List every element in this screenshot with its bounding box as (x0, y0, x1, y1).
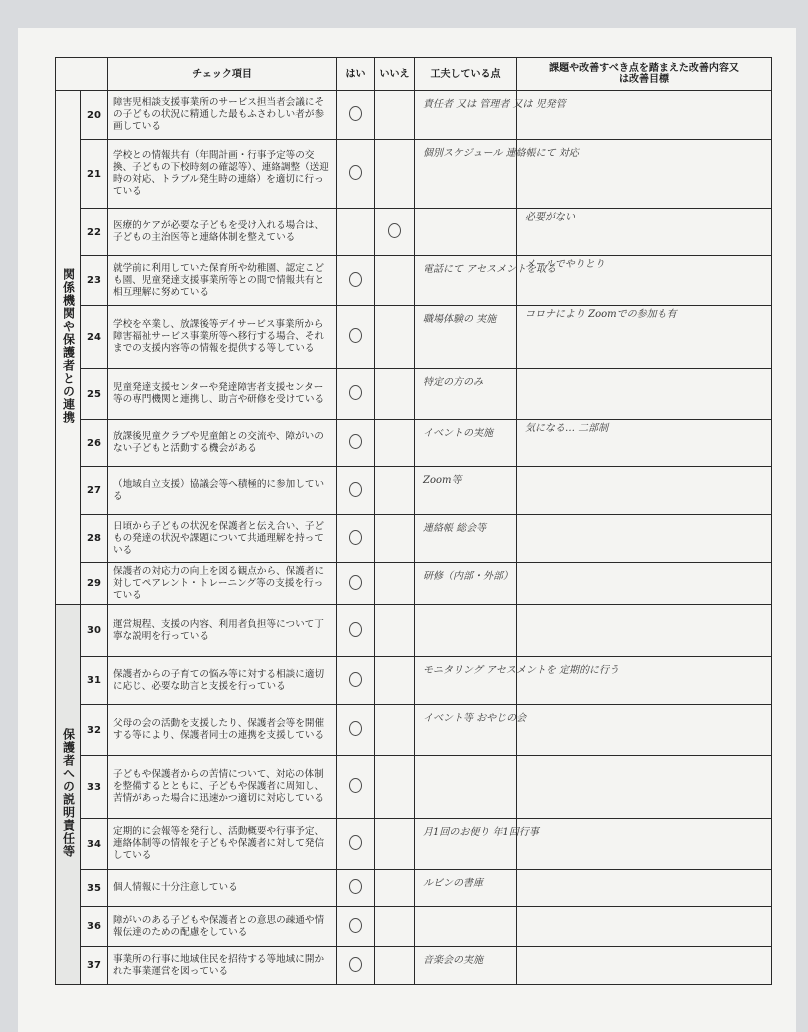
effort-handwritten: 音楽会の実施 (415, 947, 517, 985)
table-row (56, 140, 772, 209)
table-row (56, 819, 772, 870)
improve-handwritten (517, 870, 772, 907)
yes-cell (337, 209, 375, 256)
no-cell (375, 515, 415, 563)
row-number: 22 (81, 209, 108, 256)
improve-handwritten (517, 467, 772, 515)
table-row (56, 657, 772, 705)
table-row (56, 369, 772, 420)
check-item-text: 放課後児童クラブや児童館との交流や、障がいのない子どもと活動する機会がある (108, 420, 337, 467)
row-number: 28 (81, 515, 108, 563)
table-row (56, 467, 772, 515)
effort-handwritten: 責任者 又は 管理者 又は 児発管 (415, 91, 517, 140)
circle-mark-icon (349, 879, 362, 894)
yes-cell (337, 467, 375, 515)
table-row (56, 306, 772, 369)
table-row (56, 563, 772, 605)
circle-mark-icon (349, 957, 362, 972)
table-row (56, 870, 772, 907)
effort-handwritten: 研修（内部・外部） (415, 563, 517, 605)
row-number: 21 (81, 140, 108, 209)
header-check-item: チェック項目 (108, 58, 337, 91)
row-number: 25 (81, 369, 108, 420)
improve-handwritten (517, 563, 772, 605)
header-effort: 工夫している点 (415, 58, 517, 91)
section-label-text: 保護者への説明責任等 (61, 727, 76, 858)
no-cell (375, 369, 415, 420)
improve-handwritten: 気になる… 二部制 (517, 420, 772, 467)
row-number: 34 (81, 819, 108, 870)
self-evaluation-table (55, 57, 772, 985)
circle-mark-icon (349, 434, 362, 449)
yes-cell (337, 756, 375, 819)
yes-cell (337, 140, 375, 209)
improve-handwritten (517, 657, 772, 705)
circle-mark-icon (349, 530, 362, 545)
yes-cell (337, 870, 375, 907)
header-improve: 課題や改善すべき点を踏まえた改善内容又は改善目標 (517, 58, 772, 91)
circle-mark-icon (349, 482, 362, 497)
check-item-text: 個人情報に十分注意している (108, 870, 337, 907)
check-item-text: 父母の会の活動を支援したり、保護者会等を開催する等により、保護者同士の連携を支援している (108, 705, 337, 756)
no-cell (375, 705, 415, 756)
row-number: 36 (81, 907, 108, 947)
improve-handwritten (517, 947, 772, 985)
row-number: 37 (81, 947, 108, 985)
improve-handwritten: コロナにより Zoomでの参加も有 (517, 306, 772, 369)
no-cell (375, 756, 415, 819)
improve-handwritten (517, 907, 772, 947)
circle-mark-icon (349, 672, 362, 687)
effort-handwritten (415, 605, 517, 657)
no-cell (375, 563, 415, 605)
improve-handwritten (517, 605, 772, 657)
check-item-text: 学校を卒業し、放課後等デイサービス事業所から障害福祉サービス事業所等へ移行する場合、それまでの支援内容等の情報を提供する等している (108, 306, 337, 369)
effort-handwritten: 電話にて アセスメントを取る (415, 256, 517, 306)
improve-handwritten: 必要がない (517, 209, 772, 256)
row-number: 23 (81, 256, 108, 306)
effort-handwritten: 職場体験の 実施 (415, 306, 517, 369)
circle-mark-icon (349, 385, 362, 400)
check-item-text: 事業所の行事に地域住民を招待する等地域に開かれた事業運営を図っている (108, 947, 337, 985)
check-item-text: 運営規程、支援の内容、利用者負担等について丁寧な説明を行っている (108, 605, 337, 657)
yes-cell (337, 91, 375, 140)
check-item-text: 子どもや保護者からの苦情について、対応の体制を整備するとともに、子どもや保護者に周知し、苦情があった場合に迅速かつ適切に対応している (108, 756, 337, 819)
check-item-text: 児童発達支援センターや発達障害者支援センター等の専門機関と連携し、助言や研修を受けている (108, 369, 337, 420)
circle-mark-icon (349, 918, 362, 933)
circle-mark-icon (349, 721, 362, 736)
improve-handwritten: メールでやりとり (517, 256, 772, 306)
no-cell (375, 467, 415, 515)
circle-mark-icon (349, 778, 362, 793)
circle-mark-icon (388, 223, 401, 238)
check-item-text: 就学前に利用していた保育所や幼稚園、認定こども園、児童発達支援事業所等との間で情報共有と相互理解に努めている (108, 256, 337, 306)
yes-cell (337, 369, 375, 420)
no-cell (375, 91, 415, 140)
circle-mark-icon (349, 575, 362, 590)
check-item-text: 保護者からの子育ての悩み等に対する相談に適切に応じ、必要な助言と支援を行っている (108, 657, 337, 705)
check-item-text: （地域自立支援）協議会等へ積極的に参加している (108, 467, 337, 515)
circle-mark-icon (349, 622, 362, 637)
effort-handwritten: イベントの実施 (415, 420, 517, 467)
effort-handwritten (415, 907, 517, 947)
check-item-text: 障害児相談支援事業所のサービス担当者会議にその子どもの状況に精通した最もふさわしい者が参画している (108, 91, 337, 140)
yes-cell (337, 605, 375, 657)
no-cell (375, 306, 415, 369)
yes-cell (337, 657, 375, 705)
check-item-text: 医療的ケアが必要な子どもを受け入れる場合は、子どもの主治医等と連絡体制を整えている (108, 209, 337, 256)
yes-cell (337, 563, 375, 605)
yes-cell (337, 420, 375, 467)
table-row (56, 91, 772, 140)
effort-handwritten: Zoom等 (415, 467, 517, 515)
table-row (56, 515, 772, 563)
yes-cell (337, 515, 375, 563)
row-number: 33 (81, 756, 108, 819)
section-label-text: 関係機関や保護者との連携 (61, 267, 76, 424)
circle-mark-icon (349, 272, 362, 287)
row-number: 29 (81, 563, 108, 605)
circle-mark-icon (349, 106, 362, 121)
header-row (56, 58, 772, 91)
section-label (56, 605, 81, 985)
improve-handwritten (517, 369, 772, 420)
row-number: 27 (81, 467, 108, 515)
no-cell (375, 256, 415, 306)
effort-handwritten: モニタリング アセスメントを 定期的に行う (415, 657, 517, 705)
table-row (56, 705, 772, 756)
row-number: 26 (81, 420, 108, 467)
row-number: 35 (81, 870, 108, 907)
table-row (56, 420, 772, 467)
effort-handwritten: イベント等 おやじの会 (415, 705, 517, 756)
no-cell (375, 140, 415, 209)
row-number: 31 (81, 657, 108, 705)
table-row (56, 605, 772, 657)
effort-handwritten: 月1回のお便り 年1回行事 (415, 819, 517, 870)
yes-cell (337, 907, 375, 947)
improve-handwritten (517, 515, 772, 563)
effort-handwritten (415, 756, 517, 819)
row-number: 20 (81, 91, 108, 140)
row-number: 30 (81, 605, 108, 657)
check-item-text: 定期的に会報等を発行し、活動概要や行事予定、連絡体制等の情報を子どもや保護者に対して発信している (108, 819, 337, 870)
no-cell (375, 819, 415, 870)
check-item-text: 保護者の対応力の向上を図る観点から、保護者に対してペアレント・トレーニング等の支援を行っている (108, 563, 337, 605)
improve-handwritten (517, 705, 772, 756)
check-item-text: 学校との情報共有（年間計画・行事予定等の交換、子どもの下校時刻の確認等）、連絡調整（送迎時の対応、トラブル発生時の連絡）を適切に行っている (108, 140, 337, 209)
table-row (56, 209, 772, 256)
no-cell (375, 947, 415, 985)
circle-mark-icon (349, 165, 362, 180)
improve-handwritten (517, 819, 772, 870)
no-cell (375, 870, 415, 907)
effort-handwritten: 特定の方のみ (415, 369, 517, 420)
header-yes: はい (337, 58, 375, 91)
row-number: 32 (81, 705, 108, 756)
no-cell (375, 605, 415, 657)
check-item-text: 障がいのある子どもや保護者との意思の疎通や情報伝達のための配慮をしている (108, 907, 337, 947)
improve-handwritten (517, 91, 772, 140)
table-row (56, 256, 772, 306)
header-blank (56, 58, 108, 91)
table-row (56, 756, 772, 819)
table-row (56, 907, 772, 947)
table-row (56, 947, 772, 985)
effort-handwritten: 連絡帳 総会等 (415, 515, 517, 563)
no-cell (375, 420, 415, 467)
circle-mark-icon (349, 835, 362, 850)
section-label (56, 91, 81, 605)
yes-cell (337, 256, 375, 306)
yes-cell (337, 306, 375, 369)
yes-cell (337, 705, 375, 756)
effort-handwritten: ルビンの書庫 (415, 870, 517, 907)
circle-mark-icon (349, 328, 362, 343)
no-cell (375, 907, 415, 947)
yes-cell (337, 819, 375, 870)
check-item-text: 日頃から子どもの状況を保護者と伝え合い、子どもの発達の状況や課題について共通理解を持っている (108, 515, 337, 563)
no-cell (375, 657, 415, 705)
effort-handwritten: 個別スケジュール 連絡帳にて 対応 (415, 140, 517, 209)
effort-handwritten (415, 209, 517, 256)
header-no: いいえ (375, 58, 415, 91)
row-number: 24 (81, 306, 108, 369)
yes-cell (337, 947, 375, 985)
no-cell (375, 209, 415, 256)
improve-handwritten (517, 756, 772, 819)
